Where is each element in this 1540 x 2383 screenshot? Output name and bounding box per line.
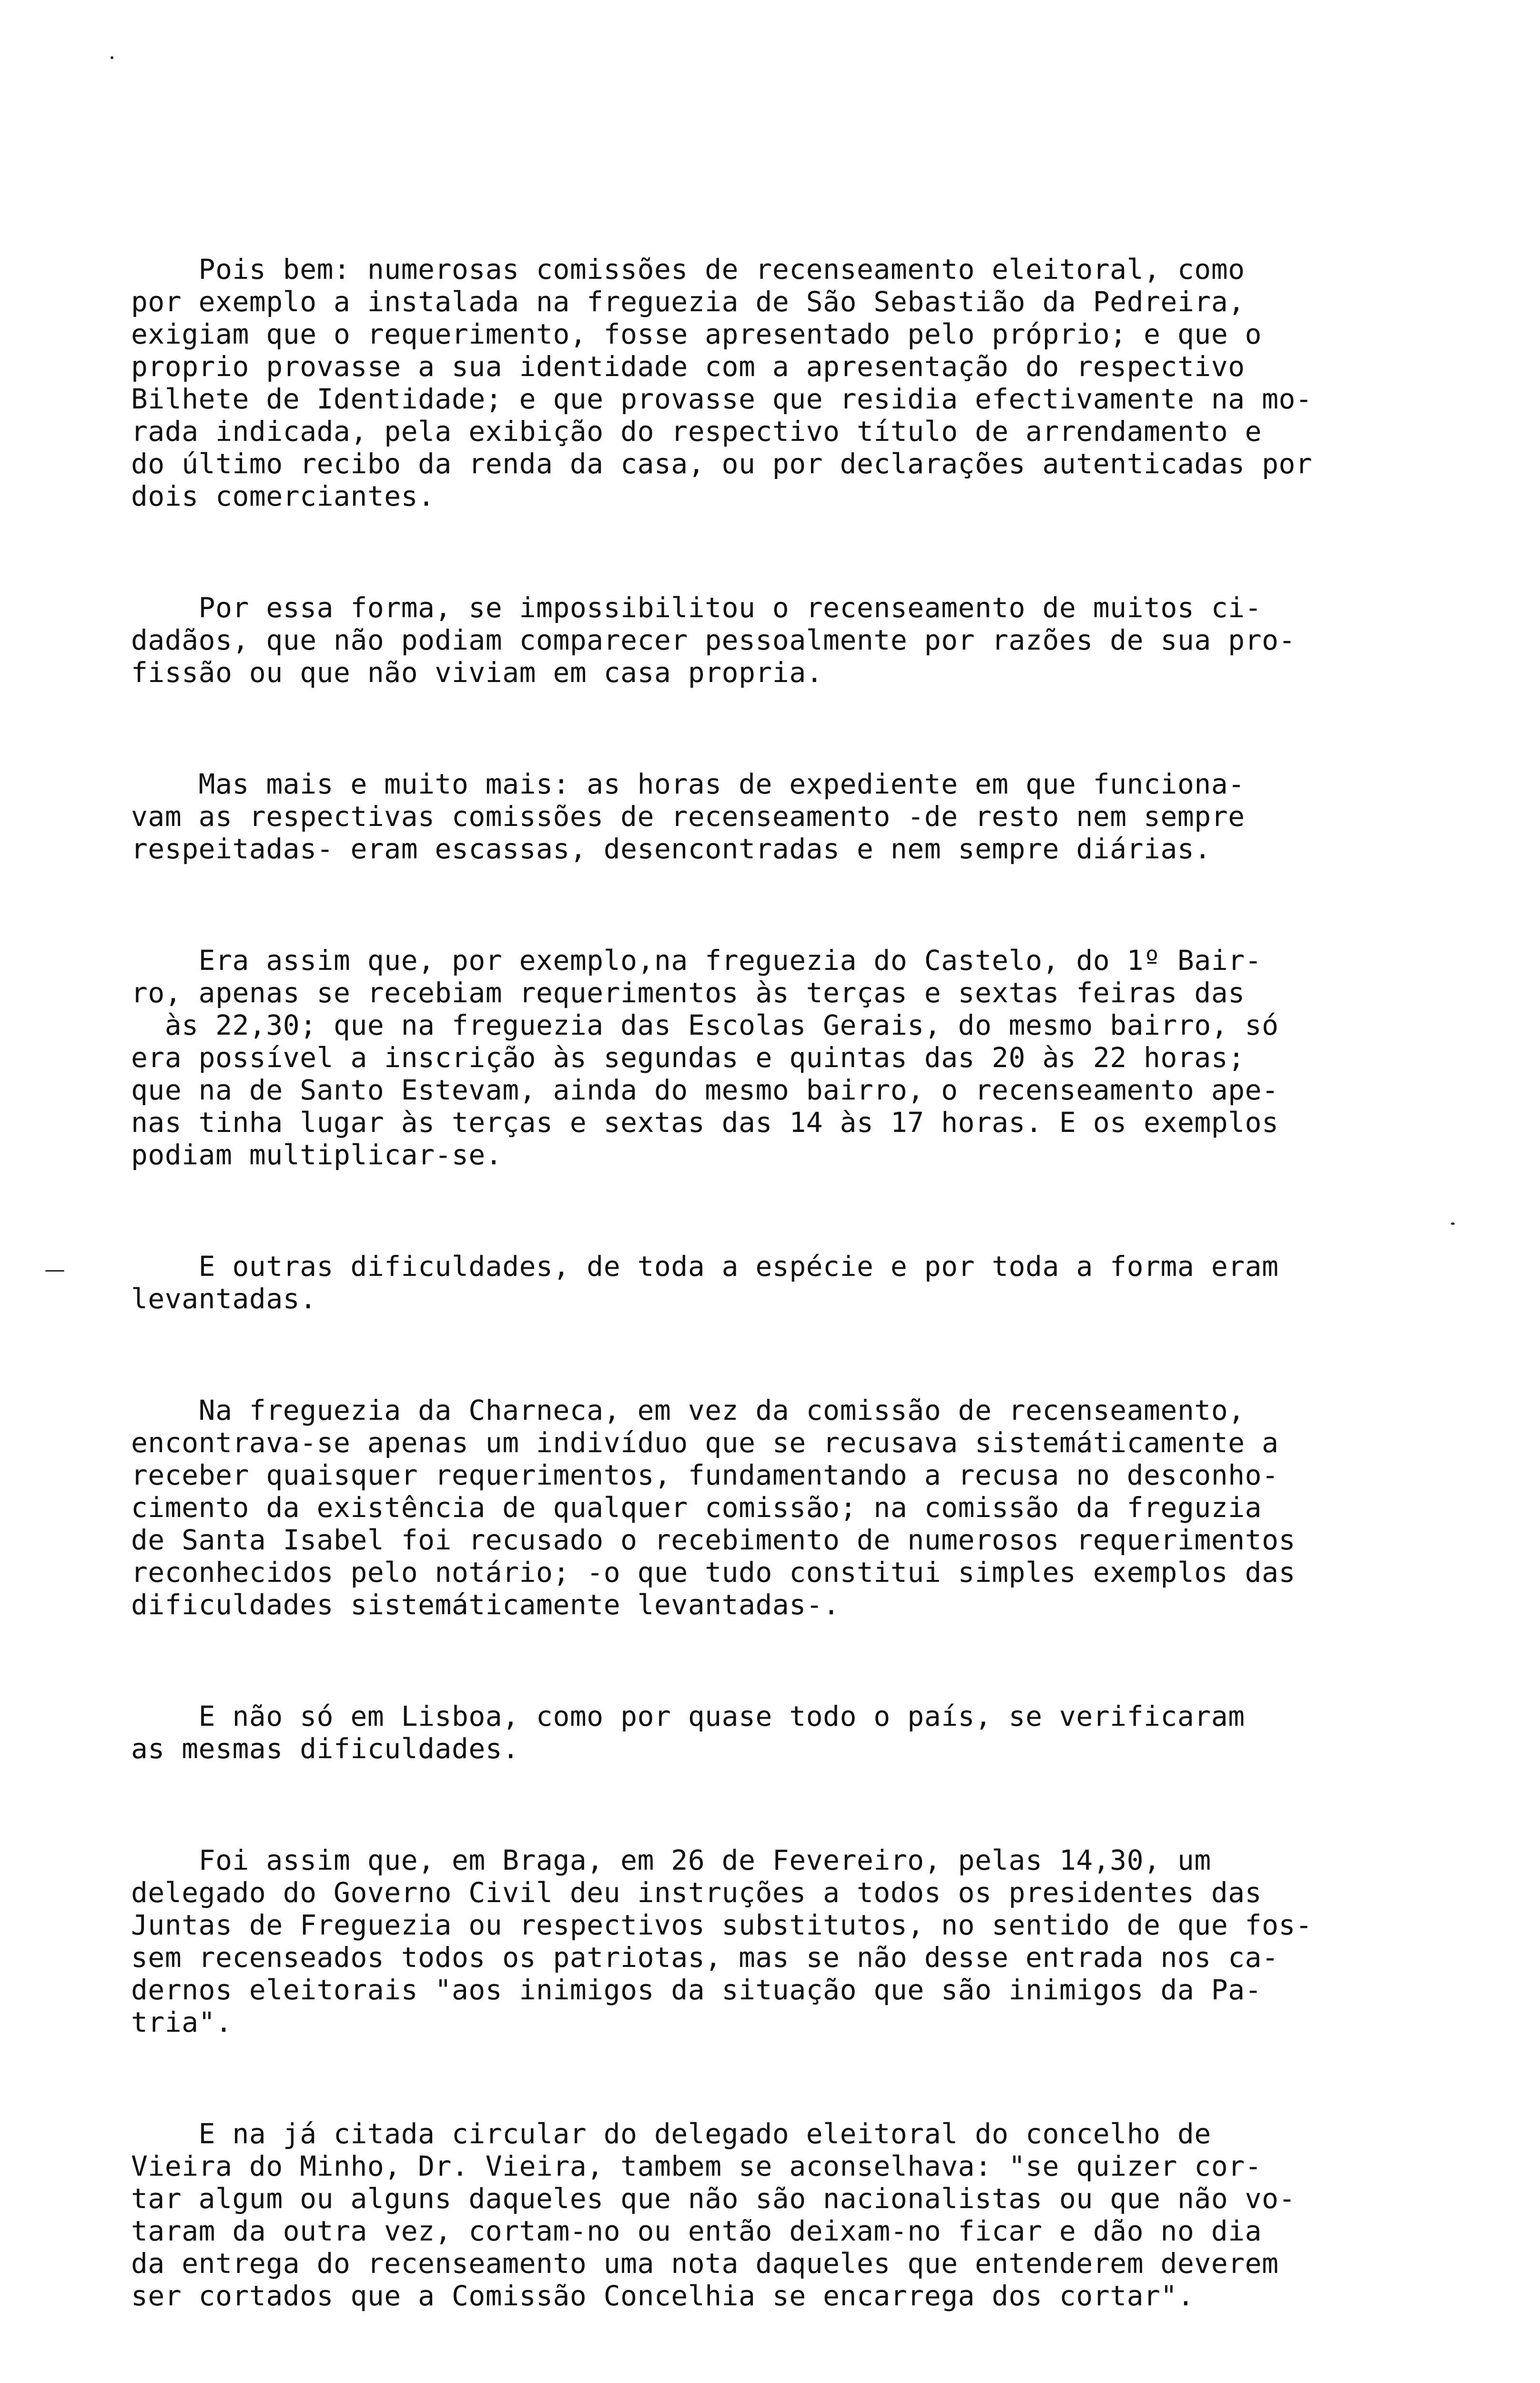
paper-speck [111,56,113,59]
paragraph: Mas mais e muito mais: as horas de expediente em que funciona- vam as respectivas comissões de recenseamento -de resto nem sempre respeitadas- eram escassas, desencontradas e nem sempre diárias. [131,768,1245,865]
paragraph: Era assim que, por exemplo,na freguezia do Castelo, do 1º Bair- ro, apenas se recebiam requerimentos às terças e sextas feiras das às 22,30; que na freguezia das Escolas Gerais, do mesmo bairro, só era possível a inscrição às segundas e quintas das 20 às 22 horas; que na de Santo Estevam, ainda do mesmo bairro, o recenseamento ape- nas tinha lugar às terças e sextas das 14 às 17 horas. E os exemplos podiam multiplicar-se. [131,944,1279,1171]
paper-speck [45,1270,64,1272]
paragraph: Foi assim que, em Braga, em 26 de Fevereiro, pelas 14,30, um delegado do Governo Civil deu instruções a todos os presidentes das Juntas de Freguezia ou respectivos substitutos, no sentido de que fos- sem recenseados todos os patriotas, mas se não desse entrada nos ca- dernos eleitorais "aos inimigos da situação que são inimigos da Pa- tria". [131,1844,1313,2038]
paragraph: Na freguezia da Charneca, em vez da comissão de recenseamento, encontrava-se apenas um indivíduo que se recusava sistemáticamente a receber quaisquer requerimentos, fundamentando a recusa no desconho- cimento da existência de qualquer comissão; na comissão da freguzia de Santa Isabel foi recusado o recebimento de numerosos requerimentos reconhecidos pelo notário; -o que tudo constitui simples exemplos das dificuldades sistemáticamente levantadas-. [131,1394,1296,1621]
paragraph: E na já citada circular do delegado eleitoral do concelho de Vieira do Minho, Dr. Vieira, tambem se aconselhava: "se quizer cor- tar algum ou alguns daqueles que não são nacionalistas ou que não vo- taram da outra vez, cortam-no ou então deixam-no ficar e dão no dia da entrega do recenseamento uma nota daqueles que entenderem deverem ser cortados que a Comissão Concelhia se encarrega dos cortar". [131,2118,1296,2312]
paragraph: E não só em Lisboa, como por quase todo o país, se verificaram as mesmas dificuldades. [131,1700,1245,1765]
paragraph: E outras dificuldades, de toda a espécie e por toda a forma eram levantadas. [131,1250,1279,1315]
paragraph: Por essa forma, se impossibilitou o recenseamento de muitos ci- dadãos, que não podiam comparecer pessoalmente por razões de sua pro- fissão ou que não viviam em casa propria. [131,591,1296,689]
paragraph: Pois bem: numerosas comissões de recenseamento eleitoral, como por exemplo a instalada na freguezia de São Sebastião da Pedreira, exigiam que o requerimento, fosse apresentado pelo próprio; e que o proprio provasse a sua identidade com a apresentação do respectivo Bilhete de Identidade; e que provasse que residia efectivamente na mo- rada indicada, pela exibição do respectivo título de arrendamento e do último recibo da renda da casa, ou por declarações autenticadas por dois comerciantes. [131,253,1313,512]
document-body [131,188,1475,2383]
